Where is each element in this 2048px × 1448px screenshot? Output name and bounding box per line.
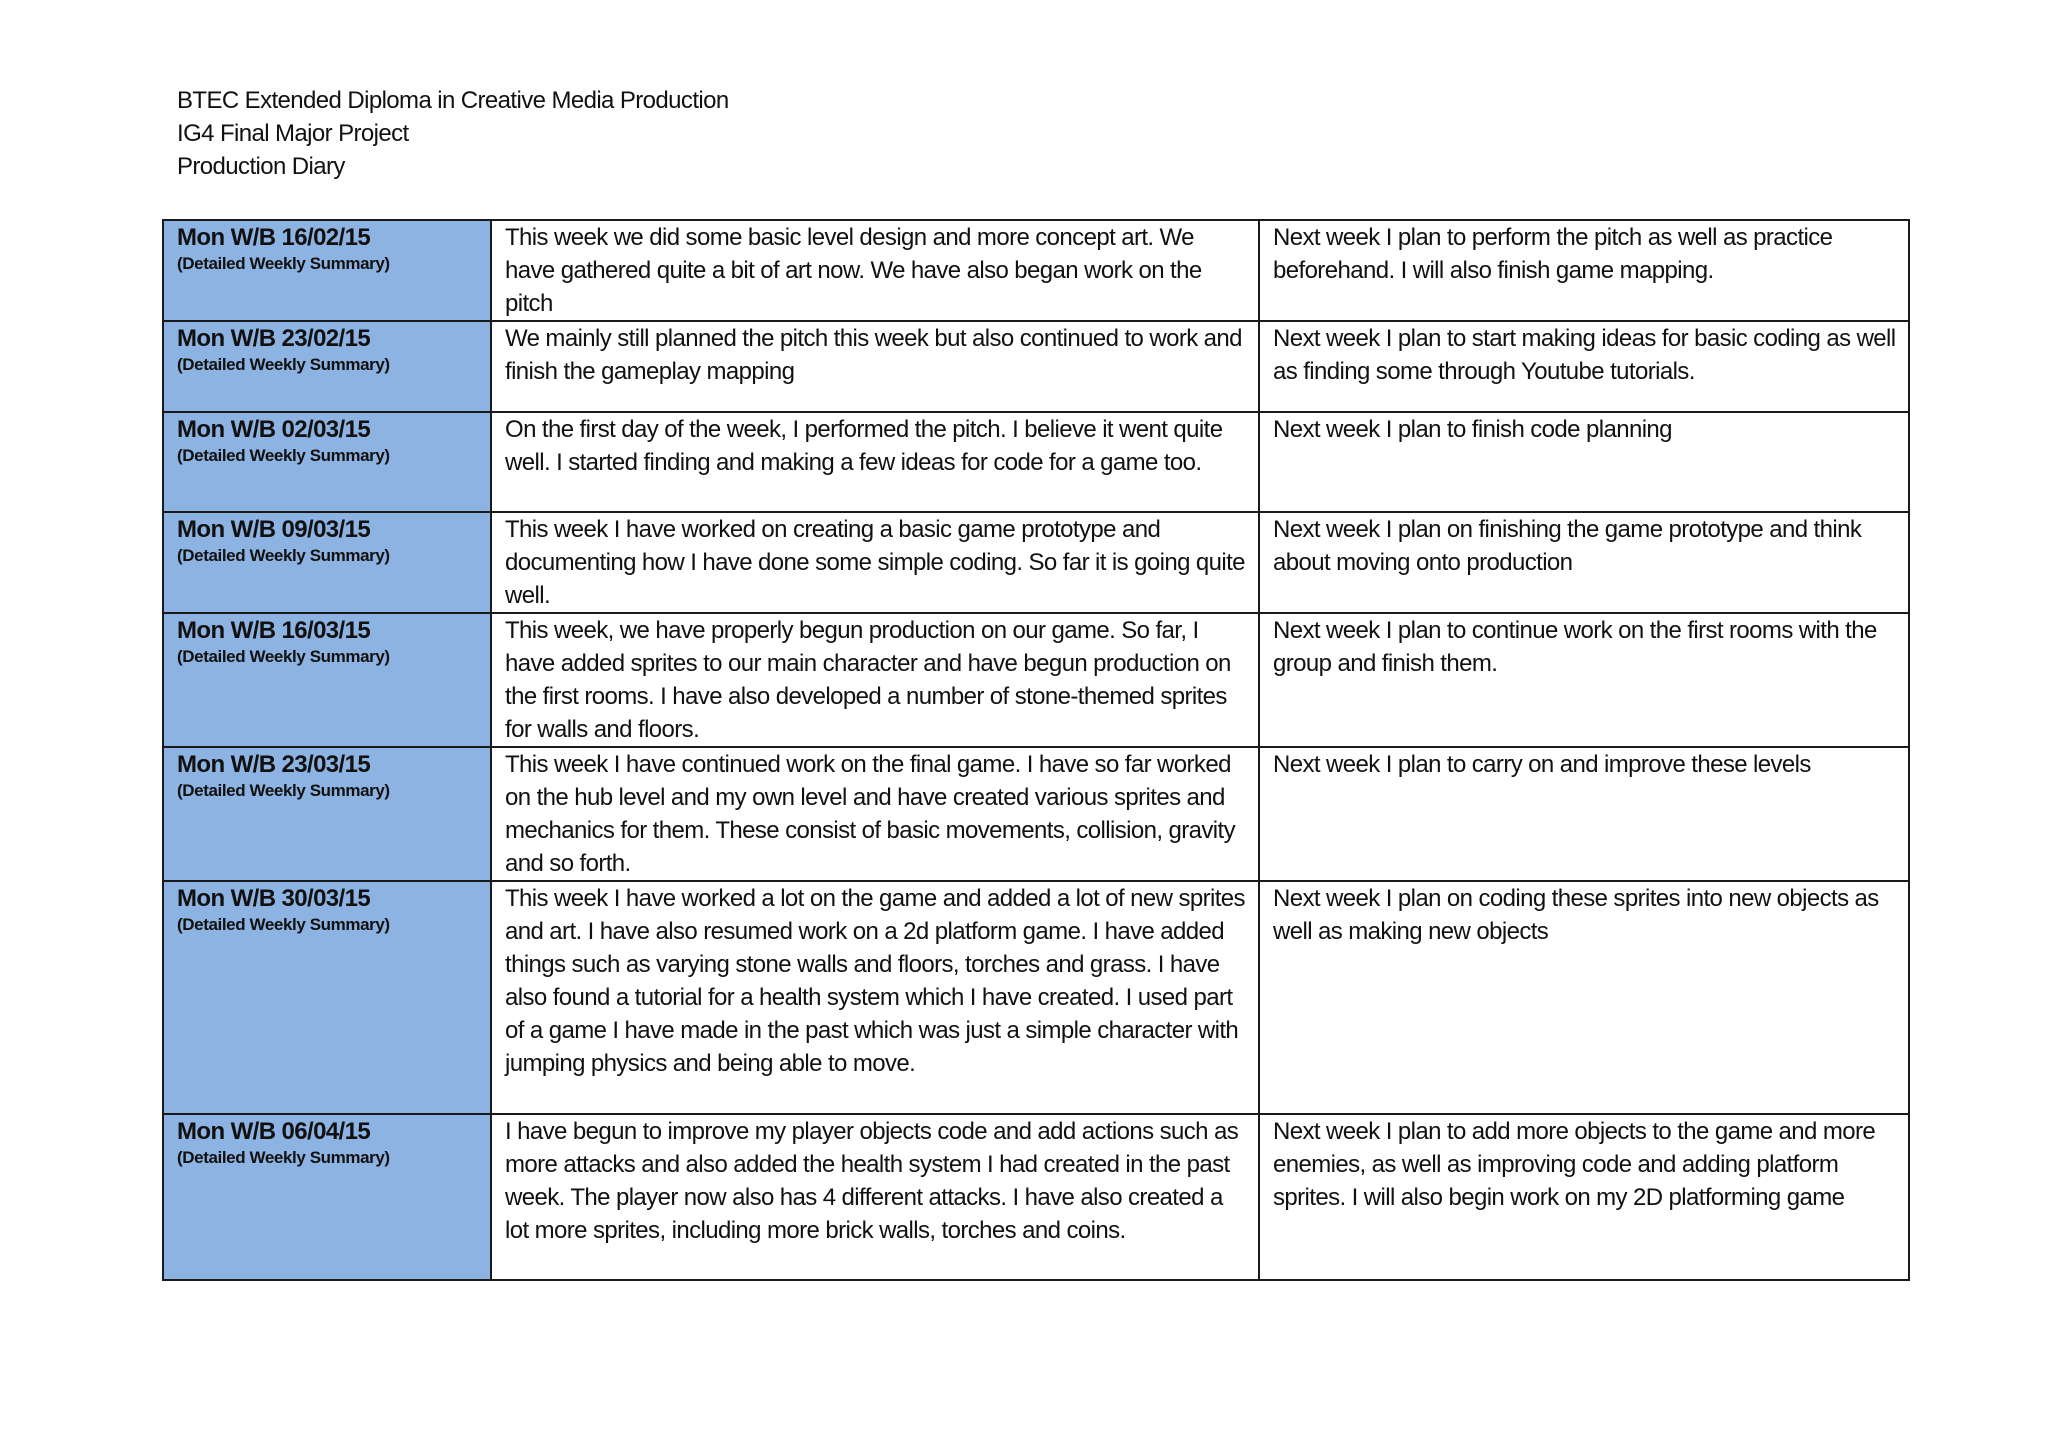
plan-cell bbox=[1259, 1114, 1909, 1280]
plan-cell bbox=[1259, 412, 1909, 512]
summary-cell bbox=[491, 220, 1259, 321]
plan-cell bbox=[1259, 747, 1909, 881]
week-cell bbox=[163, 512, 491, 613]
table-row bbox=[163, 220, 1909, 321]
summary-cell bbox=[491, 1114, 1259, 1280]
week-cell bbox=[163, 613, 491, 747]
week-subtitle: (Detailed Weekly Summary) bbox=[177, 546, 390, 565]
week-label: Mon W/B 30/03/15 bbox=[177, 885, 371, 912]
plan-cell bbox=[1259, 220, 1909, 321]
week-label: Mon W/B 06/04/15 bbox=[177, 1118, 371, 1145]
plan-cell bbox=[1259, 321, 1909, 412]
week-subtitle: (Detailed Weekly Summary) bbox=[177, 915, 390, 934]
week-label: Mon W/B 16/03/15 bbox=[177, 617, 371, 644]
week-label: Mon W/B 23/02/15 bbox=[177, 325, 371, 352]
summary-text: On the first day of the week, I performed the pitch. I believe it went quite well. I started finding and making a few ideas for code for a game too. bbox=[505, 416, 1223, 476]
summary-text: I have begun to improve my player objects code and add actions such as more attacks and also added the health system I had created in the past week. The player now also has 4 different attacks. I have also created a lot more sprites, including more brick walls, torches and coins. bbox=[505, 1118, 1239, 1244]
week-cell bbox=[163, 220, 491, 321]
week-subtitle: (Detailed Weekly Summary) bbox=[177, 1148, 390, 1167]
week-cell bbox=[163, 321, 491, 412]
document-title: Production Diary bbox=[177, 153, 345, 180]
week-subtitle: (Detailed Weekly Summary) bbox=[177, 254, 390, 273]
project-title: IG4 Final Major Project bbox=[177, 120, 409, 147]
plan-text: Next week I plan to finish code planning bbox=[1273, 416, 1672, 443]
week-subtitle: (Detailed Weekly Summary) bbox=[177, 781, 390, 800]
table-row bbox=[163, 1114, 1909, 1280]
summary-cell bbox=[491, 747, 1259, 881]
summary-cell bbox=[491, 412, 1259, 512]
week-label: Mon W/B 02/03/15 bbox=[177, 416, 371, 443]
plan-text: Next week I plan to carry on and improve these levels bbox=[1273, 751, 1811, 778]
week-cell bbox=[163, 412, 491, 512]
plan-text: Next week I plan to perform the pitch as well as practice beforehand. I will also finish game mapping. bbox=[1273, 224, 1833, 284]
table-row bbox=[163, 613, 1909, 747]
week-cell bbox=[163, 747, 491, 881]
table-row bbox=[163, 747, 1909, 881]
week-subtitle: (Detailed Weekly Summary) bbox=[177, 647, 390, 666]
summary-text: This week, we have properly begun production on our game. So far, I have added sprites to our main character and have begun production on the first rooms. I have also developed a number of stone-themed sprites for walls and floors. bbox=[505, 617, 1231, 743]
plan-text: Next week I plan to add more objects to the game and more enemies, as well as improving code and adding platform sprites. I will also begin work on my 2D platforming game bbox=[1273, 1118, 1876, 1211]
summary-text: We mainly still planned the pitch this week but also continued to work and finish the gameplay mapping bbox=[505, 325, 1242, 385]
plan-text: Next week I plan to start making ideas for basic coding as well as finding some through Youtube tutorials. bbox=[1273, 325, 1896, 385]
summary-text: This week I have worked a lot on the game and added a lot of new sprites and art. I have also resumed work on a 2d platform game. I have added things such as varying stone walls and floors, torches and grass. I have also found a tutorial for a health system which I have created. I used part of a game I have made in the past which was just a simple character with jumping physics and being able to move. bbox=[505, 885, 1245, 1077]
plan-text: Next week I plan to continue work on the first rooms with the group and finish them. bbox=[1273, 617, 1877, 677]
summary-cell bbox=[491, 512, 1259, 613]
table-row bbox=[163, 321, 1909, 412]
week-subtitle: (Detailed Weekly Summary) bbox=[177, 355, 390, 374]
week-subtitle: (Detailed Weekly Summary) bbox=[177, 446, 390, 465]
plan-text: Next week I plan on finishing the game prototype and think about moving onto production bbox=[1273, 516, 1862, 576]
table-row bbox=[163, 512, 1909, 613]
table-row bbox=[163, 412, 1909, 512]
week-label: Mon W/B 09/03/15 bbox=[177, 516, 371, 543]
production-diary-table bbox=[162, 219, 1910, 1281]
summary-text: This week I have worked on creating a basic game prototype and documenting how I have done some simple coding. So far it is going quite well. bbox=[505, 516, 1245, 609]
summary-text: This week I have continued work on the final game. I have so far worked on the hub level and my own level and have created various sprites and mechanics for them. These consist of basic movements, collision, gravity and so forth. bbox=[505, 751, 1236, 877]
summary-text: This week we did some basic level design and more concept art. We have gathered quite a bit of art now. We have also began work on the pitch bbox=[505, 224, 1202, 317]
week-label: Mon W/B 16/02/15 bbox=[177, 224, 371, 251]
table-row bbox=[163, 881, 1909, 1114]
plan-text: Next week I plan on coding these sprites into new objects as well as making new objects bbox=[1273, 885, 1879, 945]
course-title: BTEC Extended Diploma in Creative Media Production bbox=[177, 87, 729, 114]
plan-cell bbox=[1259, 512, 1909, 613]
week-label: Mon W/B 23/03/15 bbox=[177, 751, 371, 778]
week-cell bbox=[163, 1114, 491, 1280]
plan-cell bbox=[1259, 881, 1909, 1114]
summary-cell bbox=[491, 881, 1259, 1114]
document-header bbox=[177, 84, 729, 183]
summary-cell bbox=[491, 321, 1259, 412]
week-cell bbox=[163, 881, 491, 1114]
plan-cell bbox=[1259, 613, 1909, 747]
summary-cell bbox=[491, 613, 1259, 747]
